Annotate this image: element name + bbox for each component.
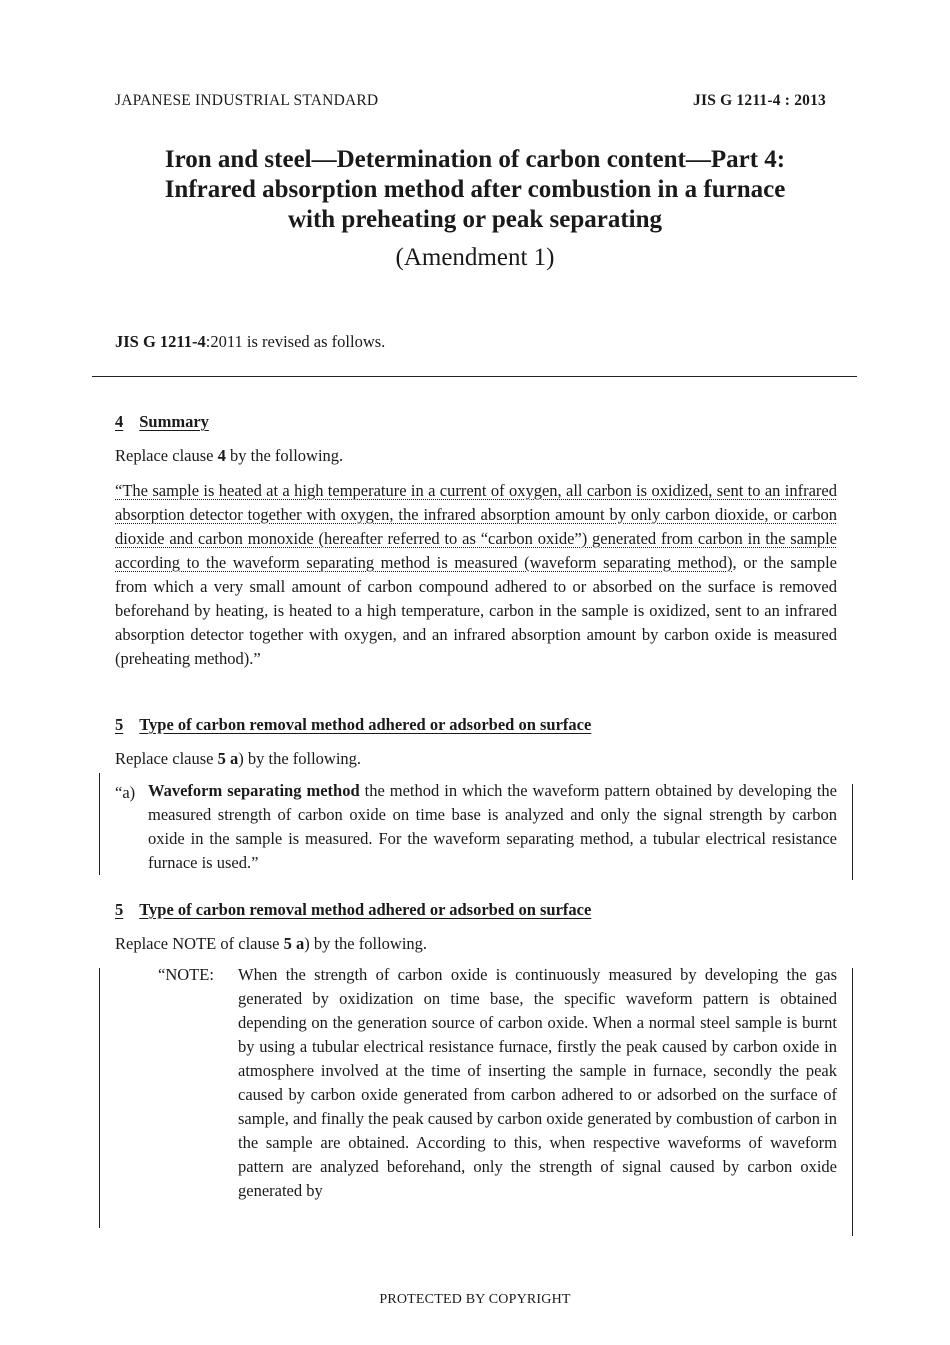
title-line-3: with preheating or peak separating — [287, 206, 663, 233]
change-bar-left — [99, 968, 100, 1228]
instruction-suffix: ) by the following. — [238, 749, 362, 768]
clause-ref: 5 a — [217, 749, 239, 768]
instruction-suffix: ) by the following. — [304, 934, 428, 953]
instruction-prefix: Replace clause — [115, 446, 218, 465]
item-text: the method in which the waveform pattern obtained by developing the measured strength of carbon oxide on time base is analyzed and only the signal strength by carbon oxide in the sample is measured. For the waveform separating method, a tubular electrical resistance furnace is used.” — [148, 781, 837, 872]
section-title: Type of carbon removal method adhered or adsorbed on surface — [139, 900, 592, 919]
header-standard-name: JAPANESE INDUSTRIAL STANDARD — [115, 92, 379, 109]
change-bar-right — [852, 968, 853, 1236]
section-number: 5 — [115, 715, 124, 734]
revision-text: :2011 is revised as follows. — [205, 332, 386, 351]
instruction-prefix: Replace NOTE of clause — [115, 934, 284, 953]
section-title: Summary — [139, 412, 209, 431]
revision-statement — [115, 332, 385, 352]
dotted-underlined-text: “The sample is heated at a high temperature in a current of oxygen, all carbon is oxidized, sent to an infrared absorption detector together with oxygen, the infrared absorption amount by only carbon dioxide, or carbon dioxide and carbon monoxide (hereafter referred to as “carbon oxide”) generated from carbon in the sample according to the waveform separating method is measured (waveform separating method) — [115, 481, 837, 572]
section-type-heading-2 — [115, 900, 591, 920]
instruction-prefix: Replace clause — [115, 749, 218, 768]
instruction-suffix: by the following. — [225, 446, 344, 465]
plain-text: , or the sample from which a very small amount of carbon compound adhered to or absorbed on the surface is removed beforehand by heating, is heated to a high temperature, carbon in the sample is oxidized, sent to an infrared absorption detector together with oxygen, and an infrared absorption amount by carbon oxide is measured (preheating method).” — [115, 553, 838, 668]
section-number: 4 — [115, 412, 124, 431]
note-label: “NOTE: — [158, 965, 214, 984]
title-line-1: Iron and steel—Determination of carbon content—Part 4: — [164, 146, 786, 173]
copyright-footer: PROTECTED BY COPYRIGHT — [379, 1292, 571, 1307]
amendment-label: (Amendment 1) — [395, 244, 555, 271]
header-standard-number: JIS G 1211-4 : 2013 — [693, 92, 826, 109]
item-a-definition — [148, 779, 837, 875]
header-divider — [92, 376, 857, 377]
clause-ref: 4 — [217, 446, 226, 465]
item-a-label: “a) — [115, 783, 136, 802]
section-type-heading-1 — [115, 715, 591, 735]
change-bar-right — [852, 784, 853, 880]
change-bar-left — [99, 773, 100, 875]
type-instruction-2 — [115, 934, 427, 954]
revision-standard: JIS G 1211-4 — [115, 332, 206, 351]
summary-instruction — [115, 446, 343, 466]
type-instruction-1 — [115, 749, 361, 769]
clause-ref: 5 a — [283, 934, 305, 953]
title-line-2: Infrared absorption method after combustion in a furnace — [164, 176, 786, 203]
section-summary-heading — [115, 412, 209, 432]
note-text: When the strength of carbon oxide is continuously measured by developing the gas generated by oxidization on time base, the specific waveform pattern is obtained depending on the generation source of carbon oxide. When a normal steel sample is burnt by using a tubular electrical resistance furnace, firstly the peak caused by carbon oxide in atmosphere involved at the time of inserting the sample in furnace, secondly the peak caused by carbon oxide generated from carbon adhered to or adsorbed on the surface of sample, and finally the peak caused by carbon oxide generated by combustion of carbon in the sample are obtained. According to this, when respective waveforms of waveform pattern are analyzed beforehand, only the strength of signal caused by carbon oxide generated by — [238, 965, 837, 1200]
item-term: Waveform separating method — [148, 781, 360, 800]
summary-paragraph — [115, 479, 837, 671]
section-title: Type of carbon removal method adhered or adsorbed on surface — [139, 715, 592, 734]
section-number: 5 — [115, 900, 124, 919]
